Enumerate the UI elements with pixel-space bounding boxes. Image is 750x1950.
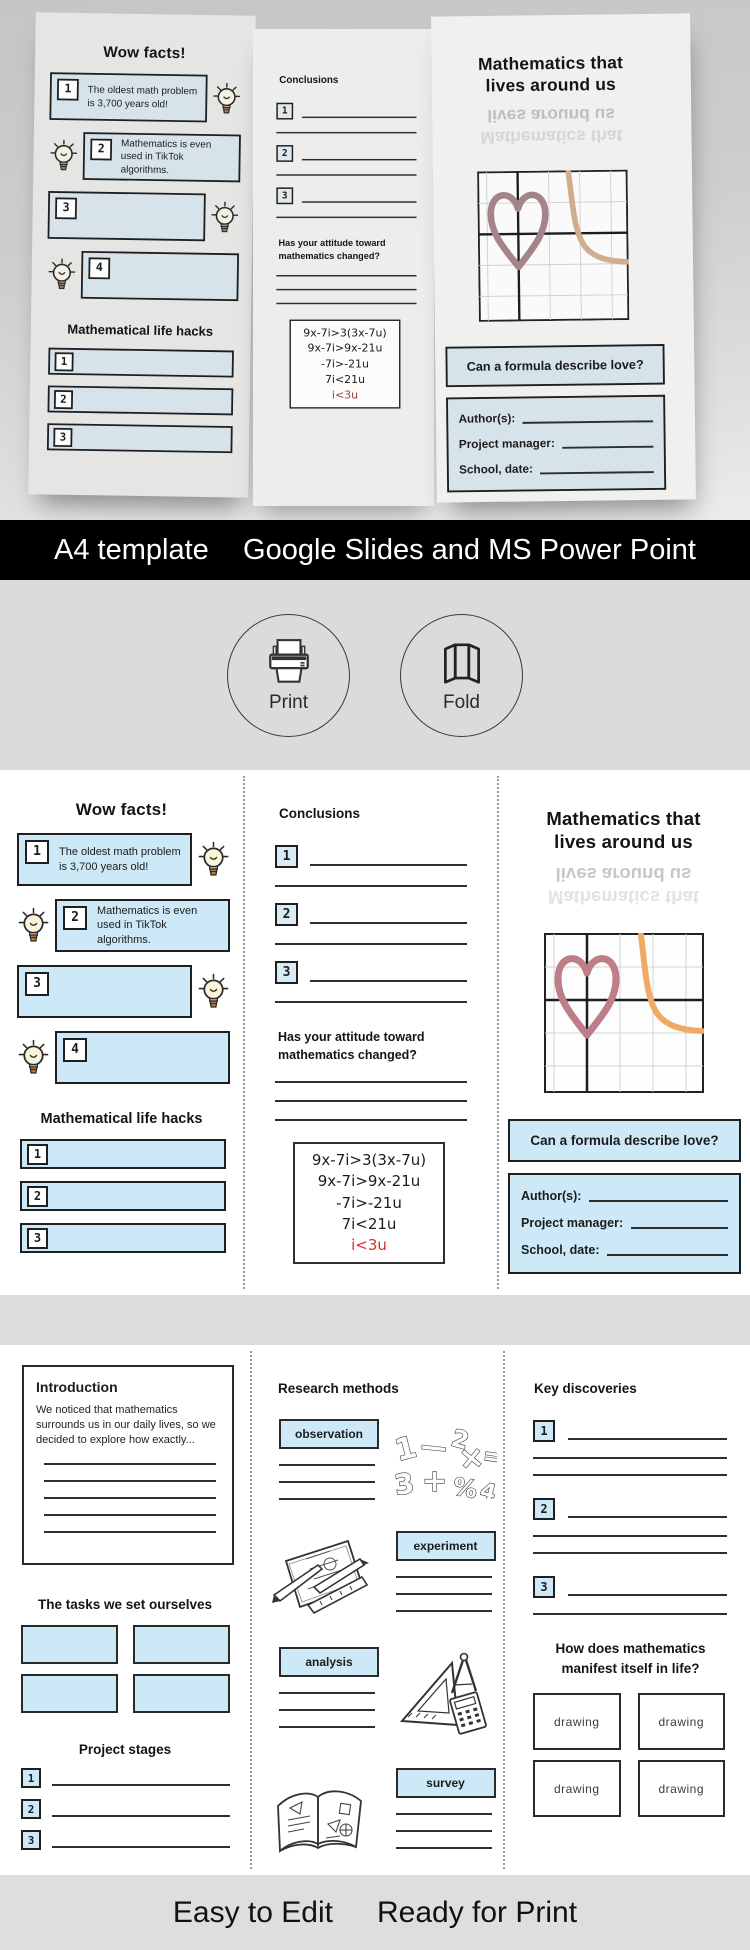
equation-line-final: i<3u [331,388,359,402]
task-box [133,1625,230,1664]
fact-number: 3 [55,197,77,219]
write-line [396,1576,492,1578]
write-line [279,1692,375,1694]
attitude-question: Has your attitude toward mathematics changed? [278,1030,425,1062]
fact-row-4 [47,250,239,301]
mockup-panel-conclusions [253,29,434,506]
heart-graph [544,933,704,1093]
method-box-survey: survey [396,1768,496,1798]
write-line [568,1516,727,1518]
lightbulb-icon [47,258,77,292]
fact-row-1 [17,833,230,886]
write-line [568,1438,727,1440]
lightbulb-icon [210,201,240,235]
write-line [279,1481,375,1483]
conclusions-heading: Conclusions [279,74,339,86]
fact-number: 2 [63,906,87,930]
fact-box [17,833,192,886]
introduction-text: We noticed that mathematics surrounds us in our daily lives, so we decided to explore how exactly... [36,1404,216,1446]
hack-number: 1 [54,352,73,371]
conclusion-item [276,103,416,134]
footer-print-label: Ready for Print [376,1895,578,1929]
fact-row-2 [48,132,240,183]
mockup-panel-wow-facts [28,12,256,497]
hack-number: 3 [27,1228,48,1249]
discovery-item [533,1498,727,1554]
panel-research-methods [250,1345,503,1865]
footer-claims [0,1875,750,1950]
write-line [44,1531,216,1533]
write-line [396,1610,492,1612]
write-line [276,174,416,175]
introduction-box [22,1365,234,1565]
life-hack-row [48,348,234,378]
lightbulb-icon [17,1039,50,1076]
conclusion-item [275,903,467,945]
field-label: Author(s): [458,411,516,426]
flat-preview-page-2 [0,1345,750,1875]
fold-badge [400,614,523,737]
write-line [302,117,417,118]
field-label: School, date: [521,1242,600,1257]
equation-line: 9x-7i>3(3x-7u) [311,1151,427,1169]
discovery-number: 3 [533,1576,555,1598]
geometry-tools-doodle [394,1647,490,1739]
fact-row-3 [48,191,240,242]
write-line [275,943,467,945]
write-line [276,289,416,290]
fact-box [55,899,230,952]
write-line [279,1709,375,1711]
method-row-survey [268,1768,495,1865]
conclusion-item [276,145,416,176]
write-line [52,1815,230,1817]
life-hacks-heading: Mathematical life hacks [67,322,214,340]
wow-facts-heading: Wow facts! [103,43,186,62]
fact-text: The oldest math problem is 3,700 years old! [87,84,198,110]
fold-separator [497,776,499,1289]
drawing-placeholder: drawing [533,1693,621,1750]
panel-cover [431,51,674,493]
wow-facts-heading: Wow facts! [75,800,168,819]
write-line [396,1813,492,1815]
life-hacks-heading: Mathematical life hacks [40,1111,203,1127]
fact-row-1 [49,72,241,123]
heart-graph [477,170,629,322]
write-line [310,980,467,982]
banner-apps-label: Google Slides and MS Power Point [243,533,696,566]
write-line [533,1552,727,1554]
stages-heading: Project stages [78,1742,172,1757]
lightbulb-icon [212,82,242,116]
flat-preview-page-1 [0,770,750,1295]
lightbulb-icon [17,907,50,944]
lightbulb-icon [197,841,230,878]
fact-number: 1 [25,840,49,864]
write-line [52,1846,230,1848]
write-line [44,1480,216,1482]
method-row-experiment [268,1531,495,1626]
fact-box [48,191,206,241]
write-line [276,217,416,218]
discovery-item [533,1420,727,1476]
equation-line: -7i>-21u [336,1193,402,1212]
hack-number: 2 [27,1186,48,1207]
conclusion-number: 1 [275,845,298,868]
title-reflection: Mathematics that lives around us [480,104,623,148]
mockup-panel-cover [431,13,696,502]
life-hack-row [20,1181,226,1211]
write-line [589,1200,728,1202]
panel-key-discoveries [503,1345,750,1817]
equation-box [293,1142,445,1264]
write-line [279,1464,375,1466]
manifest-question: How does mathematics manifest itself in life? [555,1641,706,1676]
field-label: School, date: [459,462,533,477]
drawing-placeholder: drawing [533,1760,621,1817]
fact-number: 4 [88,257,110,279]
write-line [310,922,467,924]
fold-separator [503,1351,505,1869]
trifold-icon [436,637,488,689]
write-line [540,471,653,474]
life-hack-row [48,385,234,415]
hack-number: 2 [54,390,73,409]
fact-number: 4 [63,1038,87,1062]
fold-separator [243,776,245,1289]
fact-box [81,251,239,301]
fact-number: 3 [25,972,49,996]
lightbulb-icon [197,973,230,1010]
printer-icon [263,637,315,689]
conclusions-heading: Conclusions [279,806,361,821]
write-line [276,132,416,133]
write-line [310,864,467,866]
stage-number: 1 [21,1768,41,1788]
write-line [279,1498,375,1500]
fact-row-4 [17,1031,230,1084]
write-line [631,1227,728,1229]
write-line [279,1726,375,1728]
write-line [396,1830,492,1832]
print-badge [227,614,350,737]
write-line [523,420,653,423]
field-label: Author(s): [521,1188,582,1203]
write-line [396,1847,492,1849]
fact-box [17,965,192,1018]
love-question-box: Can a formula describe love? [445,344,664,387]
equation-line: 7i<21u [341,1214,397,1233]
panel-cover [497,770,750,1274]
write-line [396,1593,492,1595]
stage-number: 3 [21,1830,41,1850]
introduction-heading: Introduction [36,1379,118,1395]
discovery-number: 1 [533,1420,555,1442]
credits-box [446,395,666,493]
conclusion-number: 1 [276,103,293,120]
write-line [533,1457,727,1459]
fact-box [55,1031,230,1084]
conclusion-item [275,845,467,887]
banner-format-label: A4 template [54,533,209,566]
drawing-placeholder: drawing [638,1693,726,1750]
life-hack-row [47,423,233,453]
stage-row [21,1768,230,1788]
conclusion-item [275,961,467,1003]
notebook-sketch-doodle [272,1531,372,1621]
write-line [276,303,416,304]
write-line [275,1119,467,1121]
write-line [562,446,653,449]
panel-conclusions [243,770,497,1264]
hack-number: 1 [27,1144,48,1165]
credits-box [508,1173,741,1274]
footer-edit-label: Easy to Edit [172,1895,333,1929]
lightbulb-icon [49,139,79,173]
equation-line: -7i>-21u [320,357,369,371]
task-box [133,1674,230,1713]
fold-badge-label: Fold [443,691,480,713]
method-box-experiment: experiment [396,1531,496,1561]
math-symbols-doodle [392,1421,497,1499]
method-box-observation: observation [279,1419,379,1449]
love-question-box: Can a formula describe love? [508,1119,741,1162]
method-row-analysis [268,1647,495,1744]
panel-wow-facts [29,42,254,453]
write-line [533,1535,727,1537]
fact-box [83,132,241,182]
write-line [533,1474,727,1476]
equation-box [290,320,401,409]
write-line [44,1497,216,1499]
print-badge-label: Print [268,691,309,713]
fact-text: The oldest math problem is 3,700 years old! [59,846,181,873]
fact-text: Mathematics is even used in TikTok algorithms. [97,905,198,946]
stage-row [21,1830,230,1850]
write-line [44,1514,216,1516]
field-label: Project manager: [521,1215,624,1230]
equation-line-final: i<3u [351,1236,387,1255]
stage-row [21,1799,230,1819]
task-box [21,1674,118,1713]
fact-number: 2 [90,139,112,161]
hack-number: 3 [53,427,72,446]
write-line [302,159,417,160]
title-reflection: Mathematics that lives around us [547,863,700,908]
tasks-heading: The tasks we set ourselves [37,1597,213,1612]
open-book-doodle [270,1768,370,1860]
conclusion-number: 3 [275,961,298,984]
fact-number: 1 [57,79,79,101]
fact-row-2 [17,899,230,952]
field-label: Project manager: [458,436,555,451]
write-line [44,1463,216,1465]
drawing-grid [533,1693,725,1817]
research-methods-heading: Research methods [278,1381,399,1396]
write-line [275,1081,467,1083]
life-hack-row [20,1223,226,1253]
write-line [52,1784,230,1786]
fact-row-3 [17,965,230,1018]
equation-line: 9x-7i>9x-21u [307,341,383,355]
method-box-analysis: analysis [279,1647,379,1677]
conclusion-number: 3 [276,187,293,204]
fold-separator [250,1351,252,1869]
panel-introduction [0,1345,250,1850]
stage-number: 2 [21,1799,41,1819]
fact-box [49,72,207,122]
write-line [302,201,417,202]
panel-wow-facts [0,770,243,1253]
life-hack-row [20,1139,226,1169]
method-row-observation [268,1419,495,1504]
mockup-photo-section [0,0,750,520]
conclusion-number: 2 [276,145,293,162]
fact-text: Mathematics is even used in TikTok algorithms. [120,138,212,176]
format-banner [0,520,750,580]
write-line [607,1254,728,1256]
section-divider [0,1295,750,1345]
tasks-grid [21,1625,230,1713]
write-line [275,1001,467,1003]
discovery-item [533,1576,727,1615]
feature-badges-section [0,580,750,770]
write-line [275,885,467,887]
discovery-number: 2 [533,1498,555,1520]
task-box [21,1625,118,1664]
write-line [276,275,416,276]
panel-conclusions [253,74,438,409]
equation-line: 7i<21u [324,372,366,386]
equation-line: 9x-7i>9x-21u [317,1172,421,1191]
key-discoveries-heading: Key discoveries [534,1381,637,1396]
conclusion-number: 2 [275,903,298,926]
write-line [275,1100,467,1102]
write-line [533,1613,727,1615]
conclusion-item [276,187,416,218]
brochure-title: Mathematics that lives around us [546,808,701,853]
equation-line: 9x-7i>3(3x-7u) [303,326,387,340]
brochure-title: Mathematics that lives around us [477,52,624,96]
write-line [568,1594,727,1596]
drawing-placeholder: drawing [638,1760,726,1817]
attitude-question: Has your attitude toward mathematics changed? [278,237,386,261]
